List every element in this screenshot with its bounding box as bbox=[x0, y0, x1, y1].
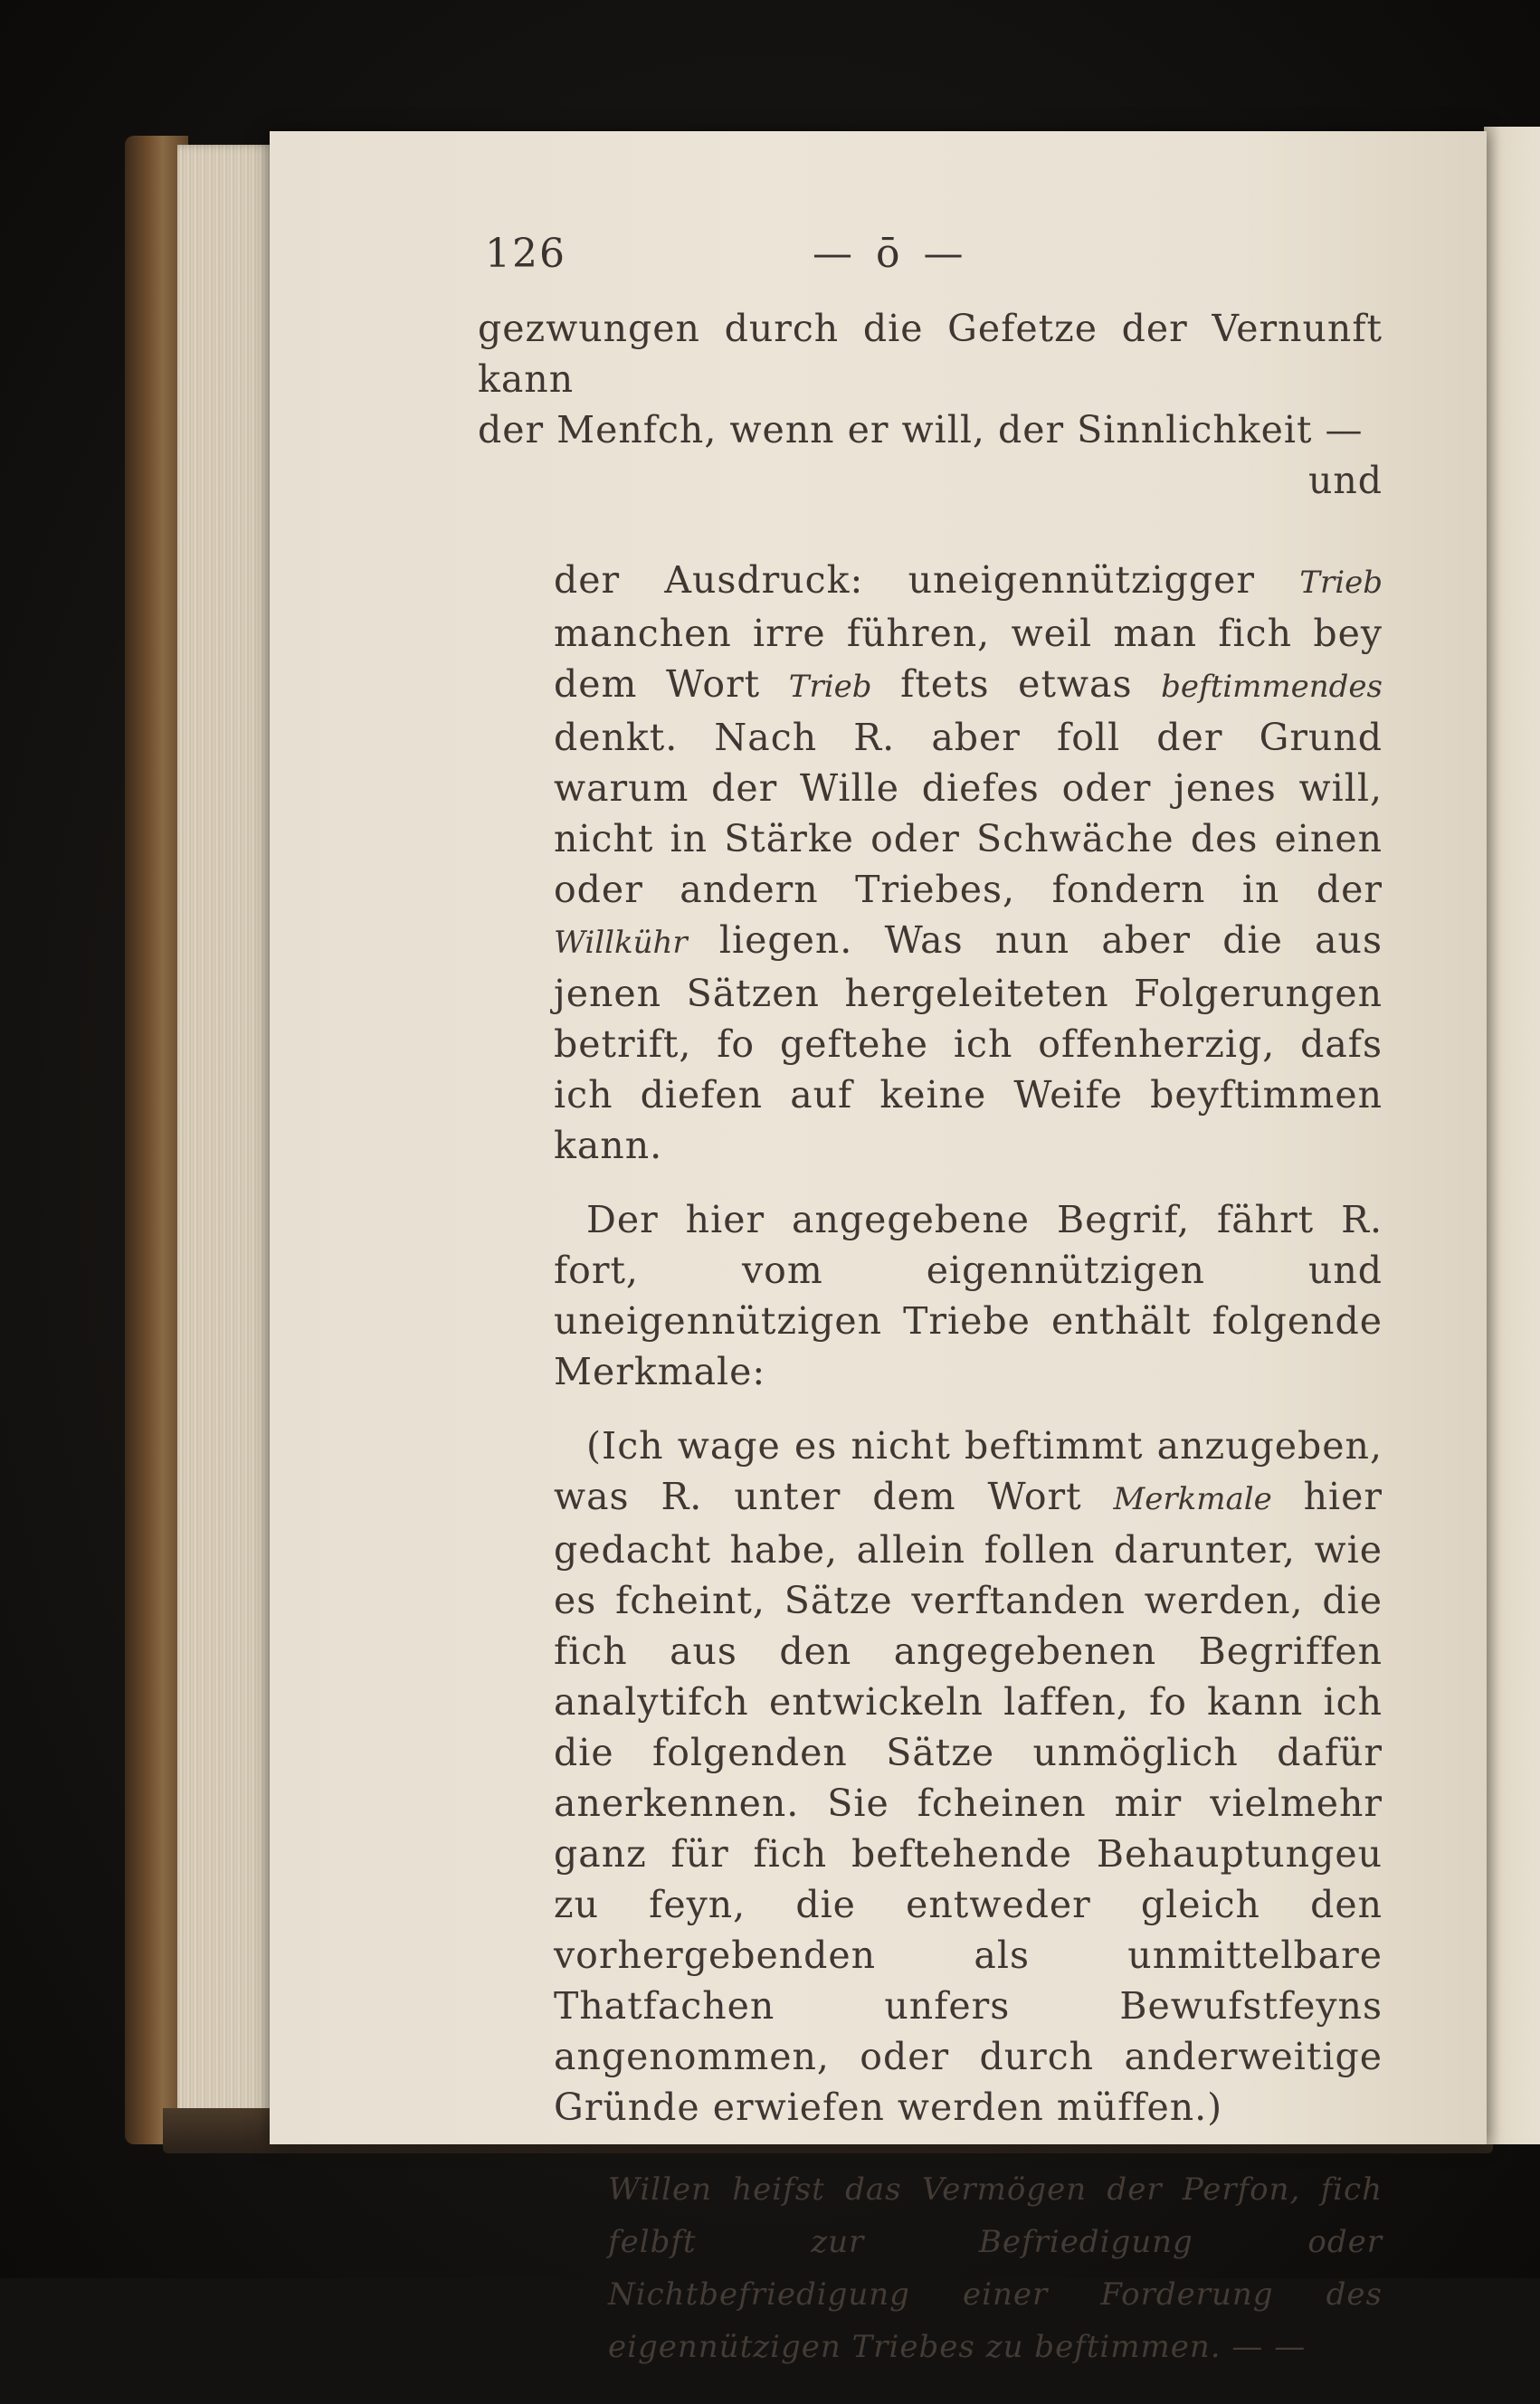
emphasis: Willkühr bbox=[554, 925, 688, 961]
text-run: ftets etwas bbox=[871, 662, 1162, 706]
emphasis: Trieb bbox=[788, 669, 872, 705]
emphasis: Trieb bbox=[1299, 565, 1383, 601]
text-line: gezwungen durch die Gefetze der Vernunft kann bbox=[478, 307, 1383, 401]
text-line: und bbox=[1307, 459, 1383, 502]
page-header bbox=[270, 231, 1487, 285]
text-run: liegen. Was nun aber die aus jenen Sätzen hergeleiteten Folgerungen betrift, fo geftehe ich offenherzig, dafs ich diefen auf keine Weife beyftimmen kann. bbox=[554, 918, 1383, 1167]
emphasis: Merkmale bbox=[1113, 1481, 1272, 1517]
emphasis: beftimmendes bbox=[1161, 669, 1383, 705]
paragraph: Der hier angegebene Begrif, fährt R. fort, vom eigennützigen und uneigennützigen Triebe enthält folgende Merkmale: bbox=[554, 1198, 1383, 1393]
body-text bbox=[478, 303, 1383, 2404]
footnote: Willen heifst das Vermögen der Perfon, fich felbft zur Befriedigung oder Nichtbefriedigung einer Forderung des eigennützigen Triebes zu beftimmen. — — bbox=[608, 2171, 1383, 2365]
book-page bbox=[270, 131, 1487, 2365]
text-run: denkt. Nach R. aber foll der Grund warum der Wille diefes oder jenes will, nicht in Stärke oder Schwäche des einen oder andern Triebes, fondern in der bbox=[554, 716, 1383, 911]
facing-page bbox=[1484, 127, 1540, 2144]
paragraph bbox=[554, 555, 1383, 1171]
page-number: 126 bbox=[485, 231, 566, 277]
paragraph bbox=[554, 1421, 1383, 2133]
text-line: der Menfch, wenn er will, der Sinnlichkeit — bbox=[478, 408, 1364, 451]
header-ornament: — ō — bbox=[813, 231, 969, 277]
text-run: (Ich wage es nicht beftimmt anzugeben, was R. unter dem Wort bbox=[554, 1424, 1383, 1518]
text-run: hier gedacht habe, allein follen darunter, wie es fcheint, Sätze verftanden werden, die fich aus den angegebenen Begriffen analytifch entwickeln laffen, fo kann ich die folgenden Sätze unmöglich dafür anerkennen. Sie fcheinen mir vielmehr ganz für fich beftehende Behauptungeu zu feyn, die entweder gleich den vorhergebenden als unmittelbare Thatfachen unfers Bewufstfeyns angenommen, oder durch anderweitige Gründe erwiefen werden müffen.) bbox=[554, 1475, 1383, 2129]
page-edges bbox=[177, 145, 277, 2140]
text-run: der Ausdruck: uneigennützigger bbox=[554, 558, 1300, 602]
quoted-block bbox=[478, 555, 1383, 2373]
text-run: manchen irre führen, weil man fich bey dem Wort bbox=[554, 612, 1383, 706]
